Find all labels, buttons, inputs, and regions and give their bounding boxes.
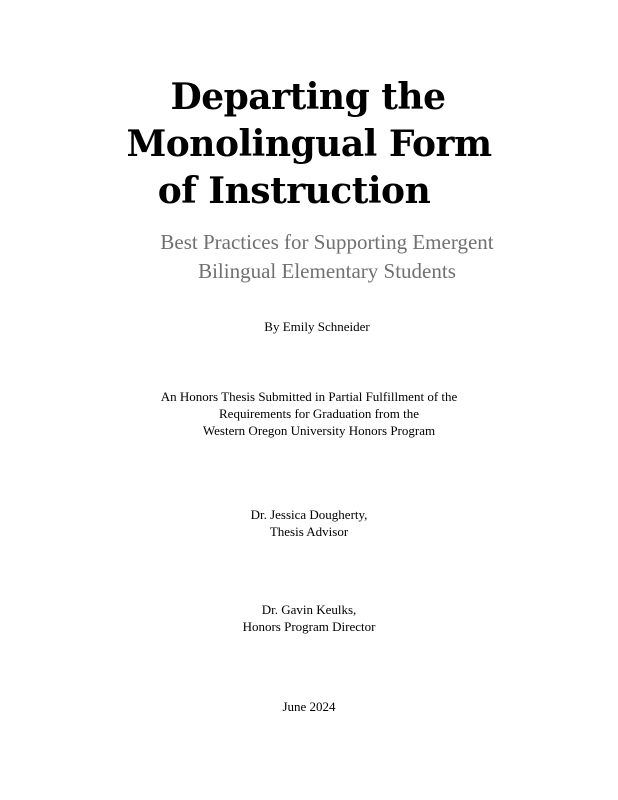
submission-line-1: An Honors Thesis Submitted in Partial Fulfillment of the <box>160 389 458 404</box>
title-line-3: of Instruction <box>157 170 431 212</box>
submission-line-3: Western Oregon University Honors Program <box>202 423 436 438</box>
director-name: Dr. Gavin Keulks, <box>261 602 357 617</box>
thesis-title <box>0 74 618 215</box>
program-director <box>0 601 618 635</box>
submission-statement <box>0 388 618 439</box>
submission-date: June 2024 <box>282 699 336 714</box>
thesis-advisor <box>0 506 618 540</box>
advisor-name: Dr. Jessica Dougherty, <box>250 507 368 522</box>
subtitle-line-1: Best Practices for Supporting Emergent <box>160 230 494 254</box>
submission-line-2: Requirements for Graduation from the <box>219 406 419 421</box>
thesis-subtitle <box>18 228 618 286</box>
advisor-role: Thesis Advisor <box>269 524 349 539</box>
director-role: Honors Program Director <box>242 619 376 634</box>
subtitle-line-2: Bilingual Elementary Students <box>198 259 456 283</box>
title-line-1: Departing the <box>170 76 446 118</box>
title-line-2: Monolingual Form <box>126 123 492 165</box>
author-line: By Emily Schneider <box>264 319 370 334</box>
